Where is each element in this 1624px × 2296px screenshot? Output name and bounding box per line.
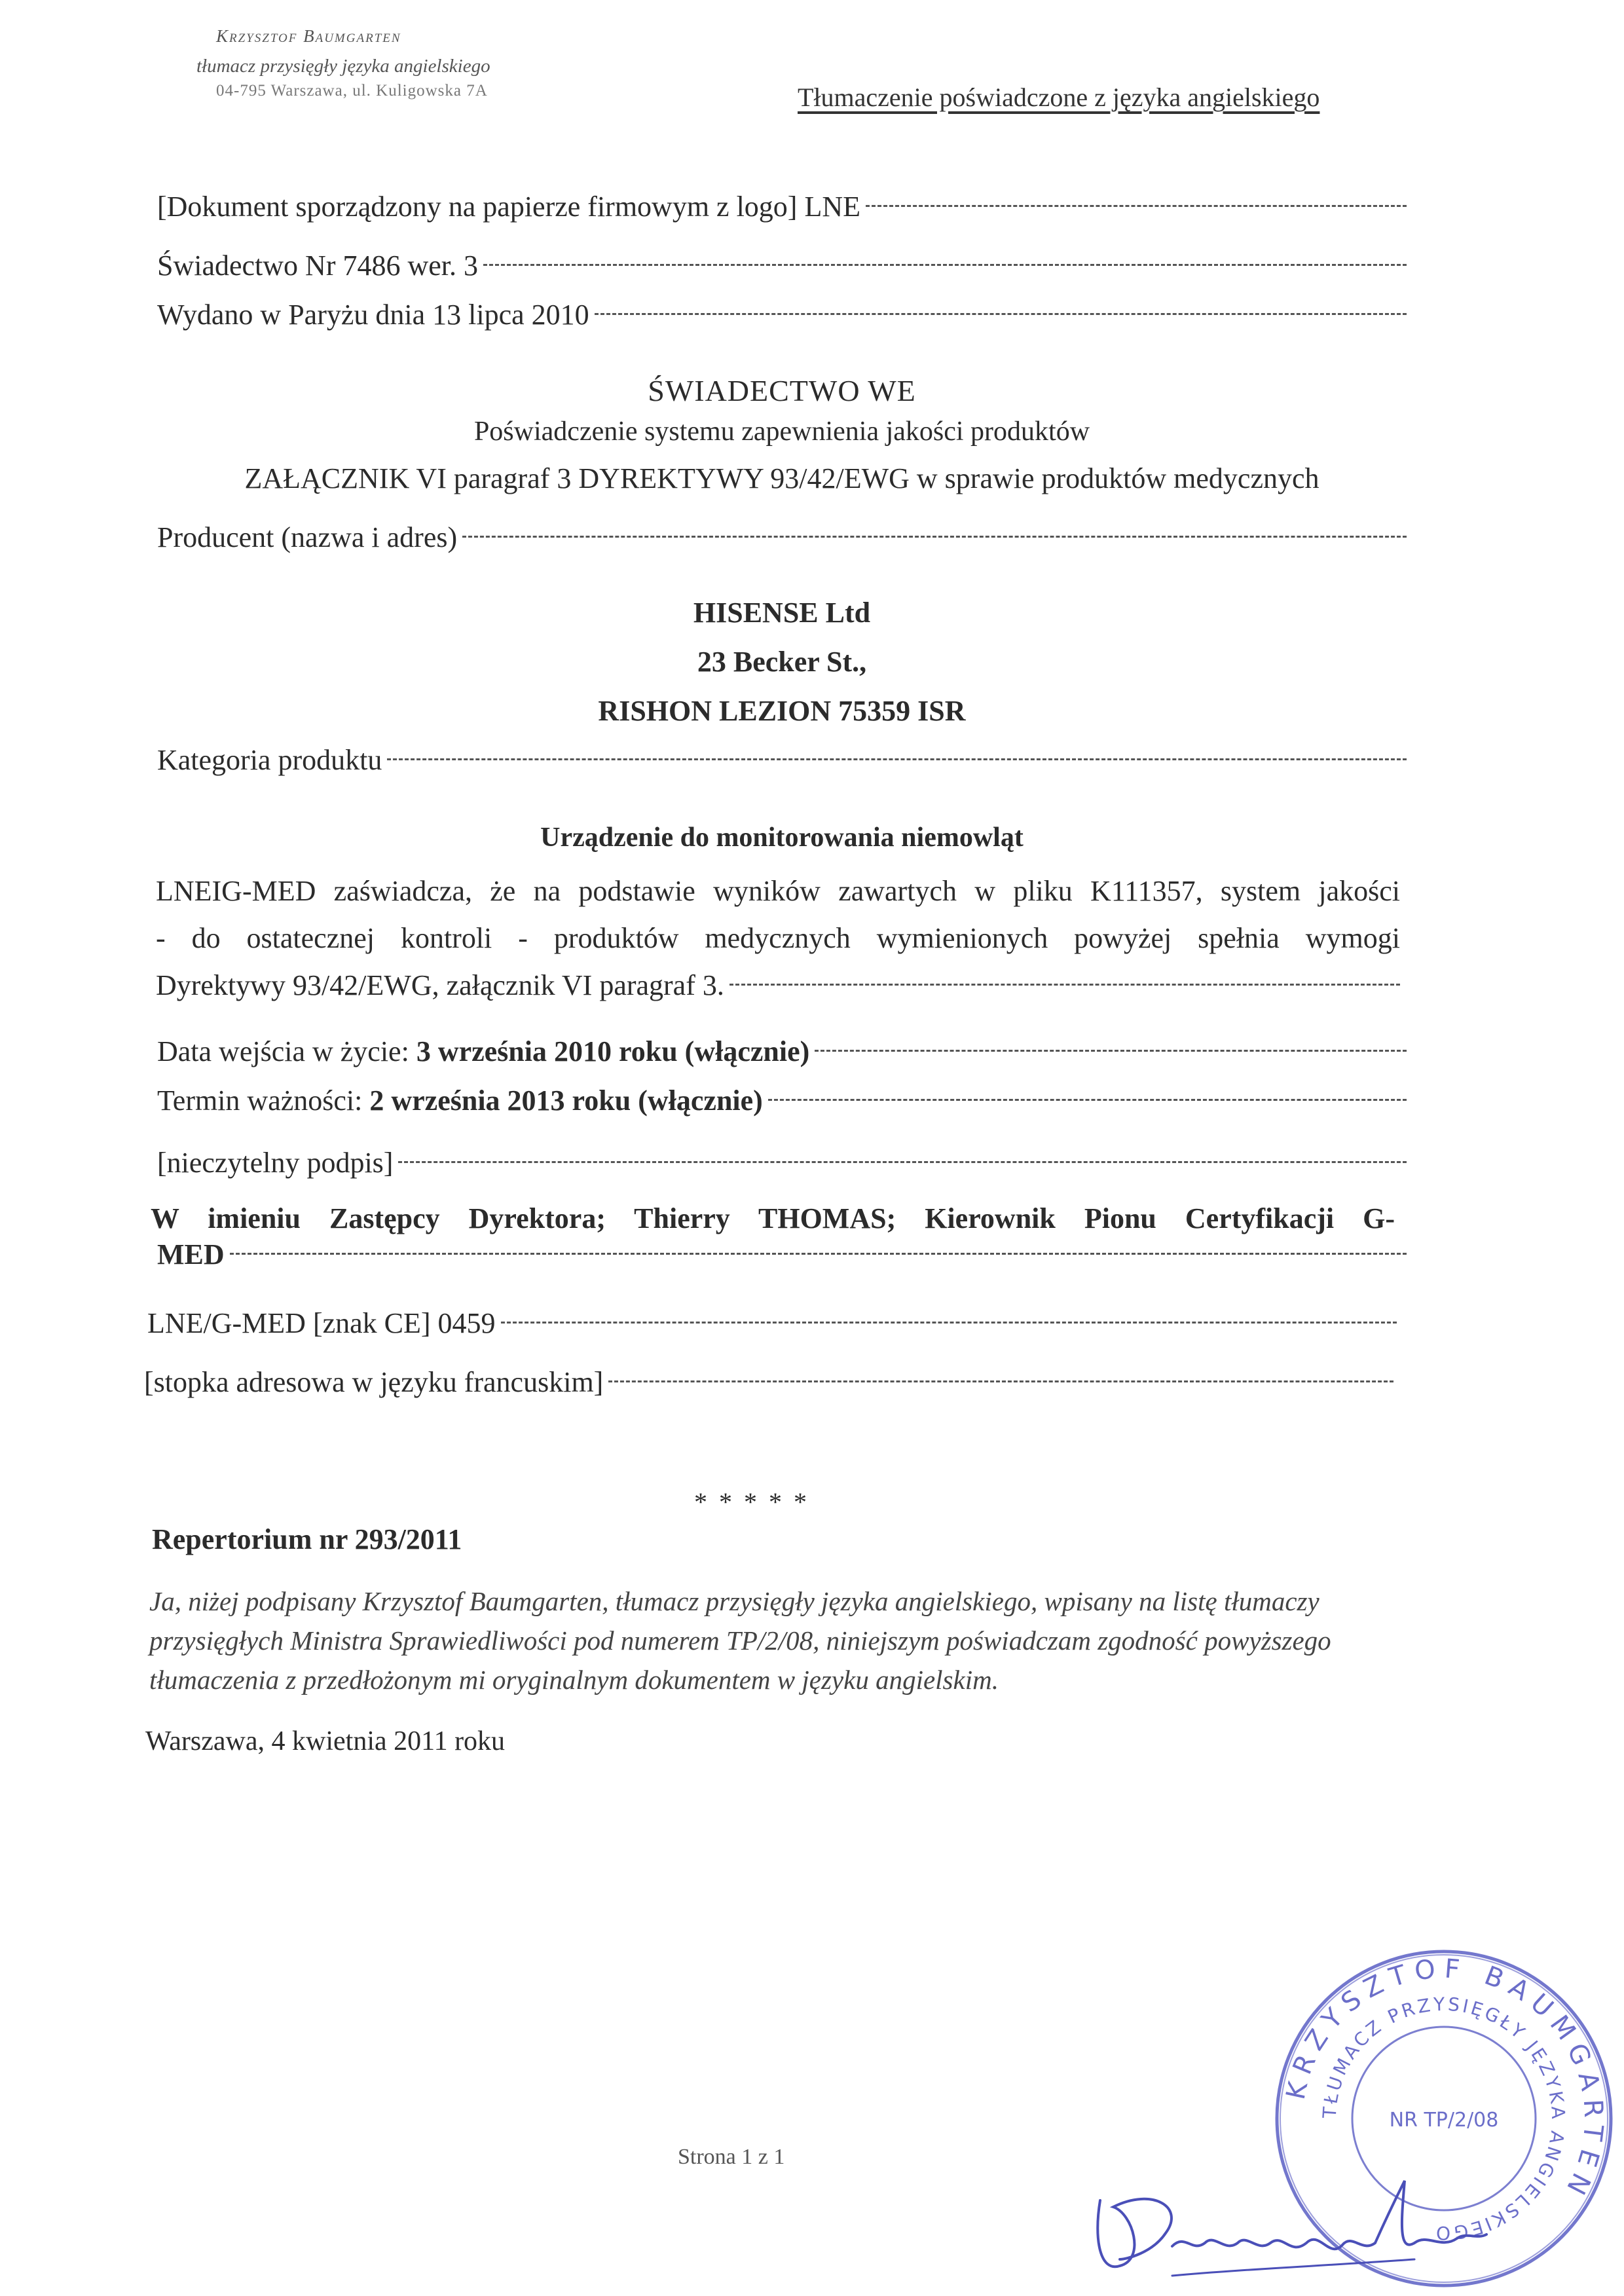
signature-note: [nieczytelny podpis] xyxy=(157,1147,394,1179)
certificate-number-text: Świadectwo Nr 7486 wer. 3 xyxy=(157,250,479,282)
doc-letterhead-line xyxy=(157,190,1407,223)
footer-note-line xyxy=(144,1365,1393,1399)
stamp-number: NR TP/2/08 xyxy=(1389,2109,1499,2132)
certificate-number-line xyxy=(157,249,1407,282)
statement-line-2: przysięgłych Ministra Sprawiedliwości pod numerem TP/2/08, niniejszym poświadczam zgodność powyższego xyxy=(149,1625,1331,1656)
signatory-line-1: W imieniu Zastępcy Dyrektora; Thierry THOMAS; Kierownik Pionu Certyfikacji G- xyxy=(151,1202,1395,1234)
page-number: Strona 1 z 1 xyxy=(678,2145,785,2169)
dash-fill xyxy=(387,758,1407,760)
producer-label-line xyxy=(157,521,1407,554)
dash-fill xyxy=(398,1161,1407,1163)
statement-line-3: tłumaczenia z przedłożonym mi oryginalnym dokumentem w języku angielskim. xyxy=(149,1665,999,1695)
product-category: Urządzenie do monitorowania niemowląt xyxy=(540,823,1024,853)
certification-paragraph xyxy=(156,868,1400,1009)
issue-date-text: Wydano w Paryżu dnia 13 lipca 2010 xyxy=(157,299,589,331)
signature-stroke-body xyxy=(1172,2181,1486,2249)
signature-note-line xyxy=(157,1146,1407,1179)
translator-address: 04-795 Warszawa, ul. Kuligowska 7A xyxy=(216,82,488,100)
document-title: ŚWIADECTWO WE xyxy=(648,374,916,407)
footer-note: [stopka adresowa w języku francuskim] xyxy=(144,1366,604,1398)
stamp-inner-text: TŁUMACZ PRZYSIĘGŁY JĘZYKA ANGIELSKIEGO xyxy=(1318,1993,1570,2244)
signature-underline xyxy=(1172,2259,1414,2276)
place-and-date: Warszawa, 4 kwietnia 2011 roku xyxy=(145,1726,506,1756)
annex-reference: ZAŁĄCZNIK VI paragraf 3 DYREKTYWY 93/42/EWG w sprawie produktów medycznych xyxy=(244,462,1320,494)
dash-fill xyxy=(230,1253,1407,1255)
issue-date-line xyxy=(157,298,1407,331)
paragraph-line-1: LNEIG-MED zaświadcza, że na podstawie wyników zawartych w pliku K111357, system jakości xyxy=(156,875,1400,907)
statement-line-1: Ja, niżej podpisany Krzysztof Baumgarten, tłumacz przysięgły języka angielskiego, wpisany na listę tłumaczy xyxy=(149,1586,1320,1616)
ce-mark-text: LNE/G-MED [znak CE] 0459 xyxy=(147,1307,496,1339)
signatory-line-2-wrap xyxy=(157,1238,1407,1271)
stamp-outer-text: KRZYSZTOF BAUMGARTEN xyxy=(1280,1953,1609,2206)
repertorium-number: Repertorium nr 293/2011 xyxy=(152,1523,462,1555)
dash-fill xyxy=(501,1322,1397,1324)
producer-street: 23 Becker St., xyxy=(697,646,867,678)
signature-stroke-initial xyxy=(1098,2199,1172,2267)
dash-fill xyxy=(768,1099,1407,1101)
dash-fill xyxy=(866,205,1407,207)
dash-fill xyxy=(595,313,1407,315)
dash-fill xyxy=(462,536,1407,538)
validity-value: 2 września 2013 roku (włącznie) xyxy=(369,1084,763,1117)
dash-fill xyxy=(483,264,1407,266)
translation-type-title: Tłumaczenie poświadczone z języka angielskiego xyxy=(798,83,1320,112)
dash-fill xyxy=(815,1050,1407,1052)
certification-statement xyxy=(149,1582,1393,1699)
effective-date-line xyxy=(157,1035,1407,1068)
effective-date-value: 3 września 2010 roku (włącznie) xyxy=(416,1035,810,1067)
category-label-line xyxy=(157,743,1407,777)
producer-label: Producent (nazwa i adres) xyxy=(157,521,458,553)
section-separator: * * * * * xyxy=(694,1487,809,1517)
signatory-line-2: MED xyxy=(157,1238,225,1270)
translator-name: Krzysztof Baumgarten xyxy=(216,26,401,46)
validity-label: Termin ważności: xyxy=(157,1084,363,1117)
paragraph-line-3: Dyrektywy 93/42/EWG, załącznik VI paragraf 3. xyxy=(156,969,724,1001)
effective-date-label: Data wejścia w życie: xyxy=(157,1035,409,1067)
dash-fill xyxy=(608,1380,1393,1382)
producer-name: HISENSE Ltd xyxy=(693,597,871,629)
paragraph-line-2: - do ostatecznej kontroli - produktów medycznych wymienionych powyżej spełnia wymogi xyxy=(156,922,1400,954)
letterhead-text: [Dokument sporządzony na papierze firmowym z logo] LNE xyxy=(157,191,860,223)
paragraph-line-3-wrap xyxy=(156,962,1400,1009)
producer-city: RISHON LEZION 75359 ISR xyxy=(598,695,966,727)
validity-line xyxy=(157,1084,1407,1117)
document-subtitle: Poświadczenie systemu zapewnienia jakości produktów xyxy=(473,417,1090,447)
translator-signature xyxy=(1074,2161,1493,2286)
category-label: Kategoria produktu xyxy=(157,744,382,776)
ce-mark-line xyxy=(147,1306,1397,1340)
dash-fill xyxy=(729,984,1400,986)
translator-role: tłumacz przysięgły języka angielskiego xyxy=(196,56,490,77)
